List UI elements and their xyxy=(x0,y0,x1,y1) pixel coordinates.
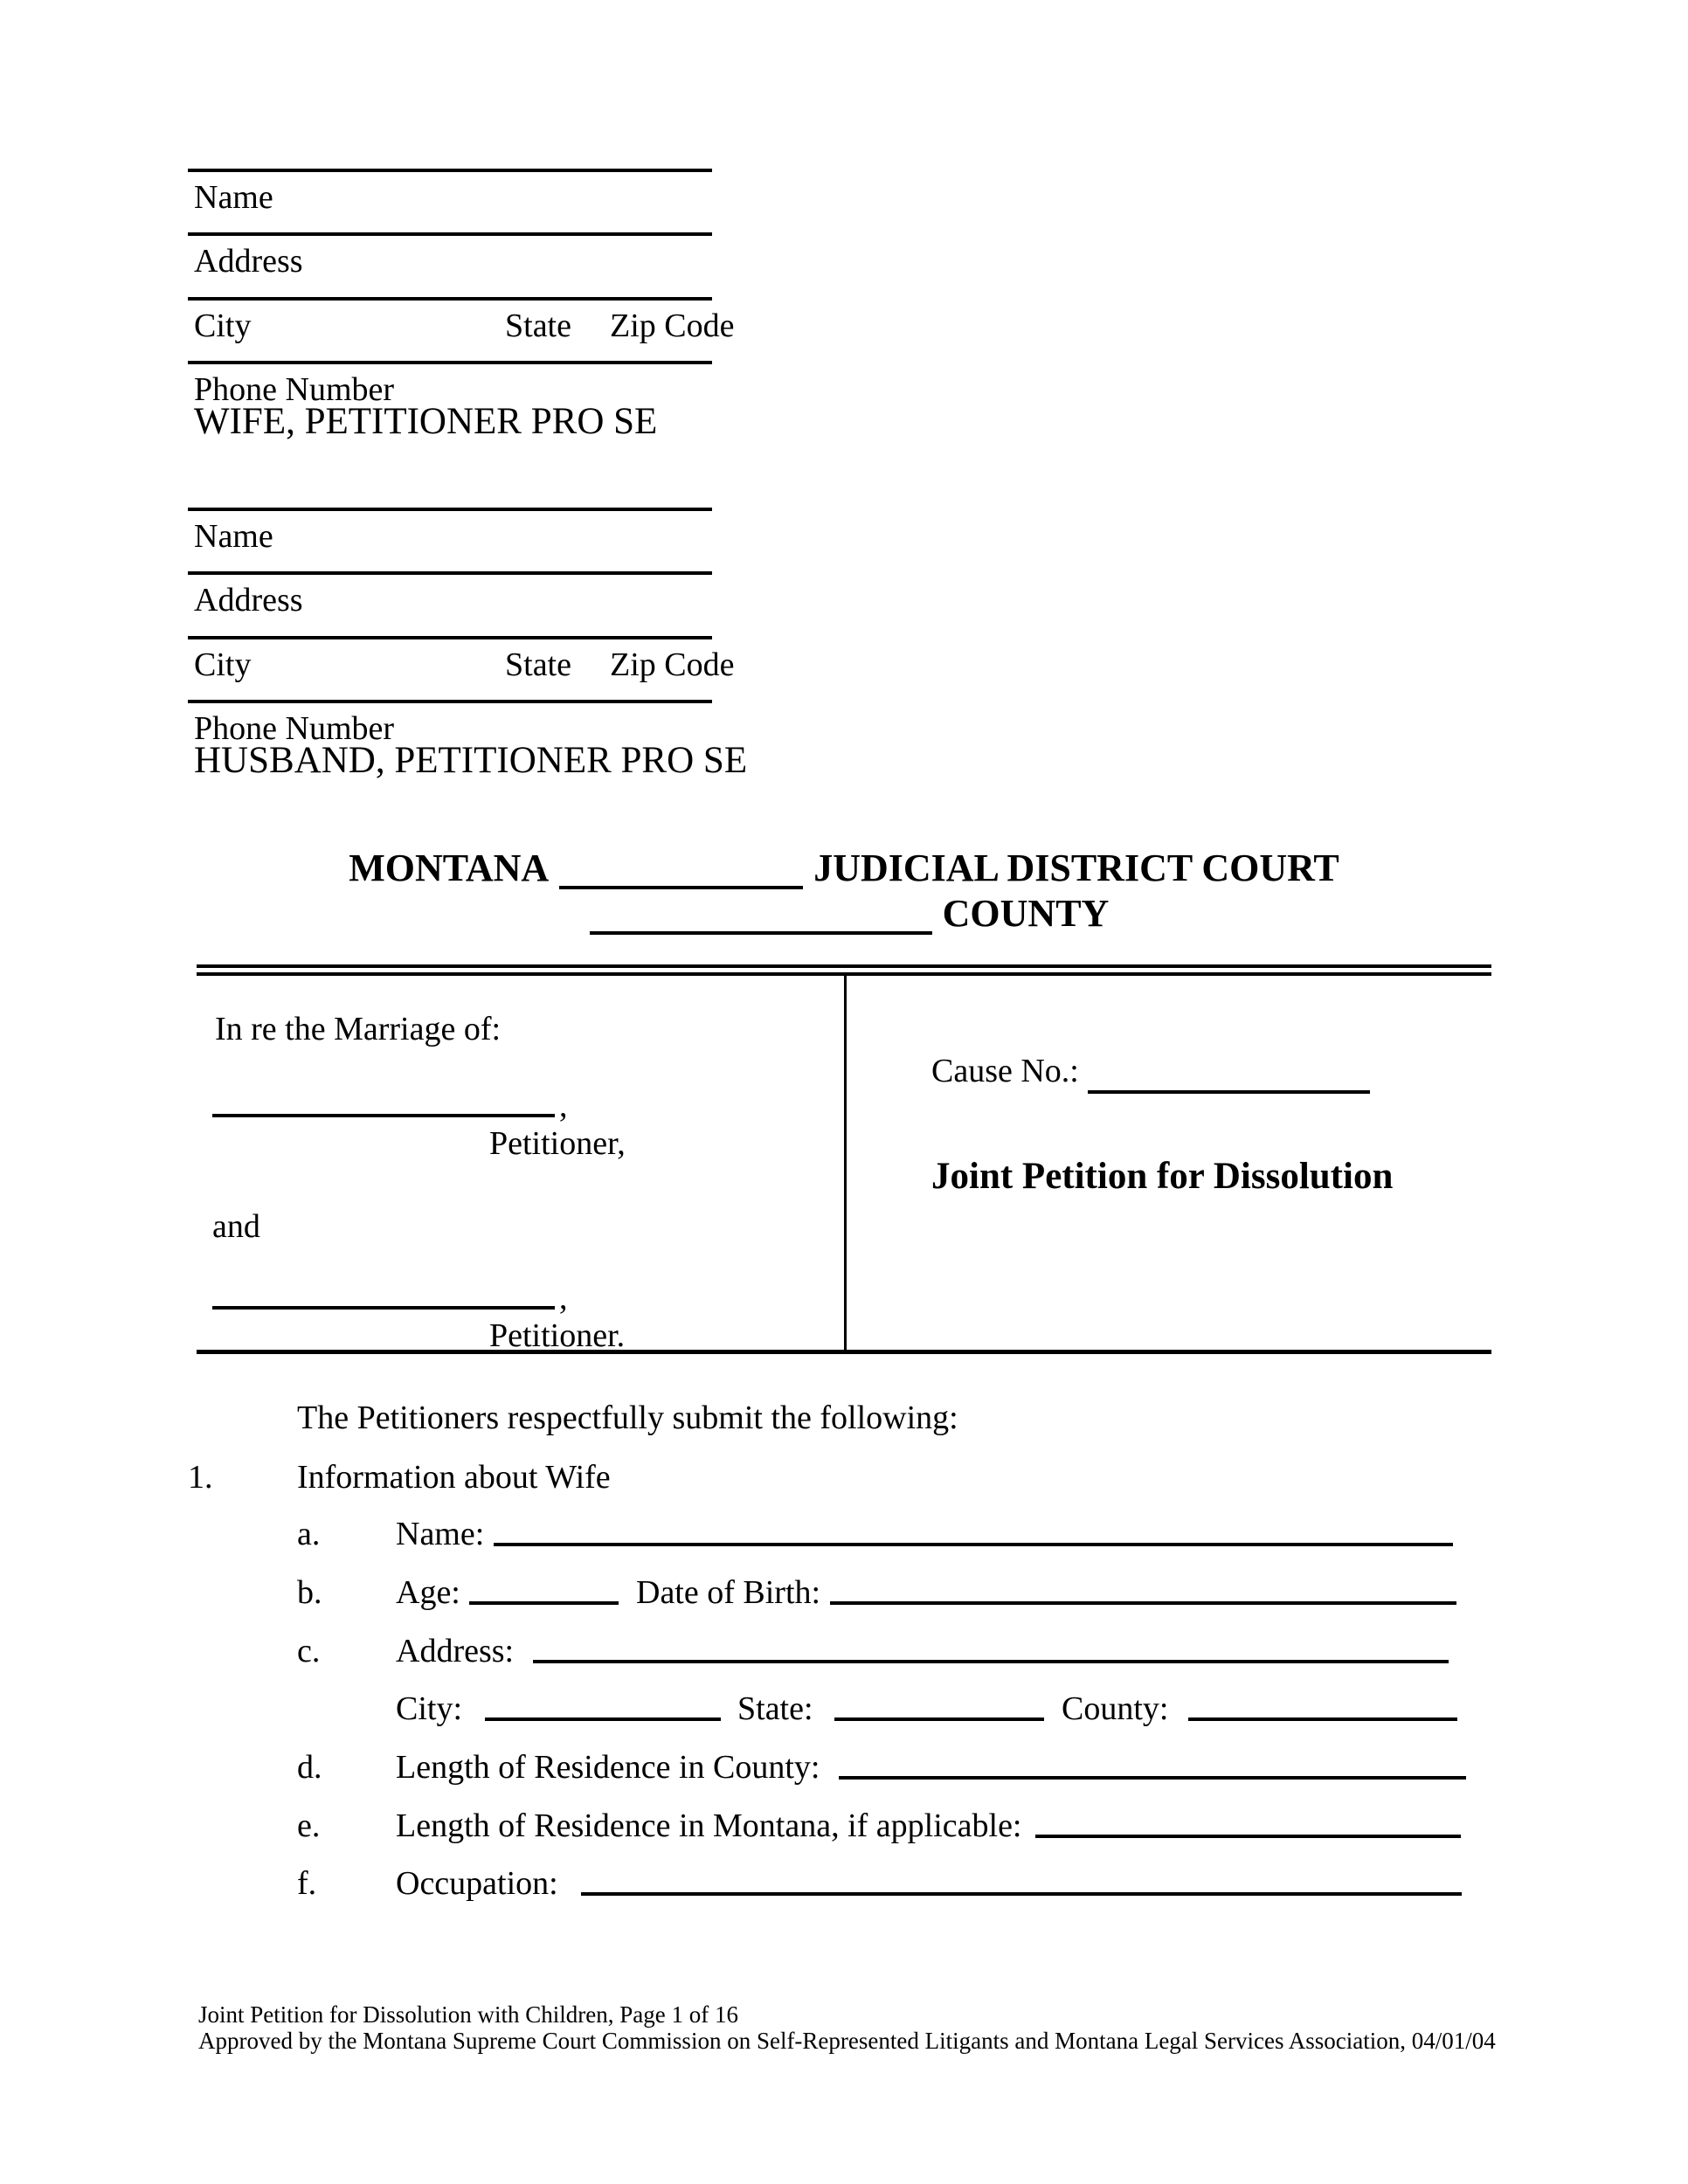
item-c-letter: c. xyxy=(297,1633,321,1669)
item-b-dob-label: Date of Birth: xyxy=(636,1574,821,1611)
item-c-city-blank-line xyxy=(485,1717,721,1721)
petitioner1-name-blank-line xyxy=(212,1114,555,1117)
item-c-address-blank-line xyxy=(533,1660,1449,1663)
item-c-address-label: Address: xyxy=(396,1633,515,1669)
section-number: 1. xyxy=(188,1459,213,1496)
husband-address-blank-line xyxy=(188,571,712,575)
court-heading-line2 xyxy=(0,891,1688,936)
in-re-marriage-label: In re the Marriage of: xyxy=(215,1011,502,1047)
petitioner2-label: Petitioner. xyxy=(489,1317,626,1354)
court-heading-line1-suffix: JUDICIAL DISTRICT COURT xyxy=(813,847,1339,889)
husband-zip-label: Zip Code xyxy=(610,646,735,683)
wife-city-label: City xyxy=(194,308,252,344)
item-c-county-blank-line xyxy=(1188,1717,1457,1721)
item-d-letter: d. xyxy=(297,1749,322,1786)
item-c-county-label: County: xyxy=(1062,1690,1169,1727)
item-f-letter: f. xyxy=(297,1865,317,1902)
footer-title-page-number: Joint Petition for Dissolution with Children, Page 1 of 16 xyxy=(198,2001,738,2028)
petitioner1-comma: , xyxy=(559,1088,568,1124)
wife-city-state-zip-blank-line xyxy=(188,297,712,301)
husband-state-label: State xyxy=(505,646,571,683)
item-c-city-label: City: xyxy=(396,1690,463,1727)
item-a-name-blank-line xyxy=(494,1543,1453,1546)
intro-sentence: The Petitioners respectfully submit the following: xyxy=(297,1400,958,1436)
husband-city-label: City xyxy=(194,646,252,683)
husband-role-line: HUSBAND, PETITIONER PRO SE xyxy=(194,740,748,781)
section-title: Information about Wife xyxy=(297,1459,611,1496)
wife-address-blank-line xyxy=(188,232,712,236)
caption-top-double-rule xyxy=(197,964,1491,976)
wife-zip-label: Zip Code xyxy=(610,308,735,344)
item-e-residence-montana-label: Length of Residence in Montana, if applicable: xyxy=(396,1807,1022,1844)
petitioner2-name-blank-line xyxy=(212,1306,555,1310)
wife-name-blank-line xyxy=(188,169,712,172)
and-label: and xyxy=(212,1208,260,1245)
item-b-dob-blank-line xyxy=(830,1601,1456,1605)
husband-address-label: Address xyxy=(194,582,303,619)
husband-phone-blank-line xyxy=(188,700,712,703)
husband-city-state-zip-blank-line xyxy=(188,636,712,639)
document-title: Joint Petition for Dissolution xyxy=(931,1156,1394,1197)
item-a-name-label: Name: xyxy=(396,1516,485,1552)
cause-no-label: Cause No.: xyxy=(931,1053,1079,1089)
wife-address-label: Address xyxy=(194,243,303,280)
husband-name-blank-line xyxy=(188,508,712,511)
wife-role-line: WIFE, PETITIONER PRO SE xyxy=(194,401,658,442)
item-b-age-blank-line xyxy=(469,1601,619,1605)
item-f-blank-line xyxy=(581,1892,1462,1896)
cause-no-blank-line xyxy=(1088,1090,1370,1094)
caption-column-divider xyxy=(844,976,847,1354)
caption-bottom-rule xyxy=(197,1350,1491,1354)
court-heading-line1 xyxy=(0,846,1688,890)
item-f-occupation-label: Occupation: xyxy=(396,1865,558,1902)
husband-phone-label: Phone Number xyxy=(194,710,395,747)
wife-phone-label: Phone Number xyxy=(194,371,395,408)
item-d-residence-county-label: Length of Residence in County: xyxy=(396,1749,820,1786)
husband-name-label: Name xyxy=(194,518,273,555)
item-b-letter: b. xyxy=(297,1574,322,1611)
item-b-age-label: Age: xyxy=(396,1574,460,1611)
wife-state-label: State xyxy=(505,308,571,344)
petitioner1-label: Petitioner, xyxy=(489,1125,626,1162)
item-a-letter: a. xyxy=(297,1516,321,1552)
petitioner2-comma: , xyxy=(559,1280,568,1317)
item-c-state-blank-line xyxy=(834,1717,1044,1721)
wife-phone-blank-line xyxy=(188,361,712,364)
footer-approval-note: Approved by the Montana Supreme Court Commission on Self-Represented Litigants and Montana Legal Services Association, 04/01/04 xyxy=(198,2028,1496,2054)
court-heading-state: MONTANA xyxy=(349,847,550,889)
court-heading-line2-suffix: COUNTY xyxy=(942,892,1110,935)
wife-name-label: Name xyxy=(194,179,273,216)
judicial-district-blank-line xyxy=(559,886,803,889)
item-e-letter: e. xyxy=(297,1807,321,1844)
item-e-blank-line xyxy=(1035,1835,1461,1838)
county-blank-line xyxy=(590,931,932,935)
item-d-blank-line xyxy=(839,1776,1466,1780)
item-c-state-label: State: xyxy=(737,1690,813,1727)
